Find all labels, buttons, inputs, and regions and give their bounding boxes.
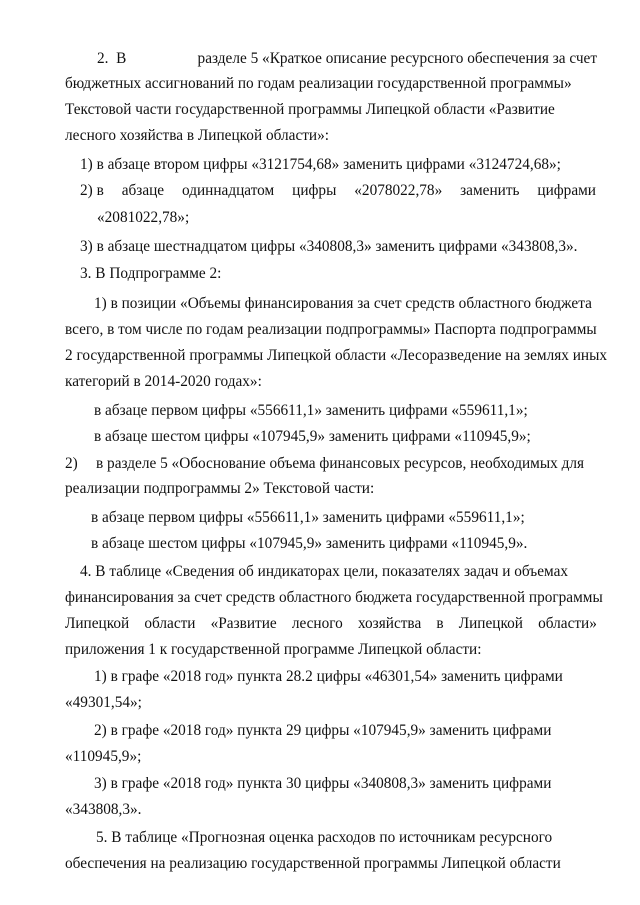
p2-line-4: лесного хозяйства в Липецкой области»:: [65, 127, 329, 144]
p2-item-2-word: заменить: [460, 182, 520, 199]
p4-item-2: 2) в графе «2018 год» пункта 29 цифры «107945,9» заменить цифрами: [94, 722, 552, 739]
p2-line-3: Текстовой части государственной программы Липецкой области «Развитие: [65, 101, 555, 118]
p4-item-3: 3) в графе «2018 год» пункта 30 цифры «340808,3» заменить цифрами: [94, 775, 552, 792]
p4-line-3-word: в: [436, 615, 444, 632]
p3-sub2-a: в абзаце первом цифры «556611,1» заменить цифрами «559611,1»;: [91, 509, 525, 526]
p4-item-3-cont: «343808,3».: [65, 801, 142, 818]
p5-line-1: 5. В таблице «Прогнозная оценка расходов по источникам ресурсного: [96, 829, 553, 846]
p4-item-1: 1) в графе «2018 год» пункта 28.2 цифры «46301,54» заменить цифрами: [94, 668, 563, 685]
p2-number: 2. В: [97, 50, 127, 67]
p4-line-3-word: «Развитие: [210, 615, 277, 632]
p3-sub1-line-3: 2 государственной программы Липецкой области «Лесоразведение на землях иных: [65, 347, 608, 364]
p3-sub1-line-2: всего, в том числе по годам реализации подпрограммы» Паспорта подпрограммы: [65, 321, 597, 338]
p2-item-1: 1) в абзаце втором цифры «3121754,68» заменить цифрами «3124724,68»;: [80, 156, 561, 173]
p2-item-2-word: абзаце: [121, 182, 165, 199]
p2-item-3: 3) в абзаце шестнадцатом цифры «340808,3» заменить цифрами «343808,3».: [80, 238, 578, 255]
p2-item-2-word: одиннадцатом: [182, 182, 275, 199]
p2-item-2-word: «2078022,78»: [354, 182, 443, 199]
p2-text: разделе 5 «Краткое описание ресурсного обеспечения за счет: [197, 50, 597, 67]
p4-line-3-word: лесного: [291, 615, 343, 632]
p2-item-2-word: 2) в: [80, 182, 104, 199]
p3-sub1-line-4: категорий в 2014-2020 годах»:: [65, 373, 262, 390]
p3-sub1-line-1: 1) в позиции «Объемы финансирования за счет средств областного бюджета: [94, 295, 592, 312]
p4-line-3-word: области: [144, 615, 196, 632]
p2-item-2-cont: «2081022,78»;: [97, 209, 190, 226]
p4-line-2: финансирования за счет средств областного бюджета государственной программы: [65, 589, 603, 606]
p4-line-3-word: Липецкой: [458, 615, 523, 632]
p2-line-2: бюджетных ассигнований по годам реализации государственной программы»: [65, 75, 572, 92]
p2-item-2-word: цифры: [292, 182, 337, 199]
p2-line-1: [97, 46, 597, 72]
p3-sub2-line-2: реализации подпрограммы 2» Текстовой части:: [65, 480, 375, 497]
p4-item-2-cont: «110945,9»;: [65, 748, 142, 765]
p4-line-4: приложения 1 к государственной программе Липецкой области:: [65, 641, 482, 658]
p3-sub2-b: в абзаце шестом цифры «107945,9» заменить цифрами «110945,9».: [91, 535, 528, 552]
p3-sub1-a: в абзаце первом цифры «556611,1» заменить цифрами «559611,1»;: [94, 402, 528, 419]
p4-line-3-word: Липецкой: [65, 615, 130, 632]
p4-line-3-word: хозяйства: [357, 615, 422, 632]
p3-sub2-line-1: в разделе 5 «Обоснование объема финансовых ресурсов, необходимых для: [96, 455, 585, 472]
p5-line-2: обеспечения на реализацию государственной программы Липецкой области: [65, 855, 561, 872]
p3-sub2-number: 2): [65, 455, 78, 472]
p4-line-3-word: области»: [538, 615, 597, 632]
p3-heading: 3. В Подпрограмме 2:: [80, 265, 222, 282]
p4-item-1-cont: «49301,54»;: [65, 694, 142, 711]
p4-line-1: 4. В таблице «Сведения об индикаторах цели, показателях задач и объемах: [80, 563, 569, 580]
p2-item-2: [80, 178, 596, 204]
p4-line-3: [65, 611, 597, 637]
p2-item-2-word: цифрами: [537, 182, 596, 199]
p3-sub1-b: в абзаце шестом цифры «107945,9» заменить цифрами «110945,9»;: [94, 428, 531, 445]
